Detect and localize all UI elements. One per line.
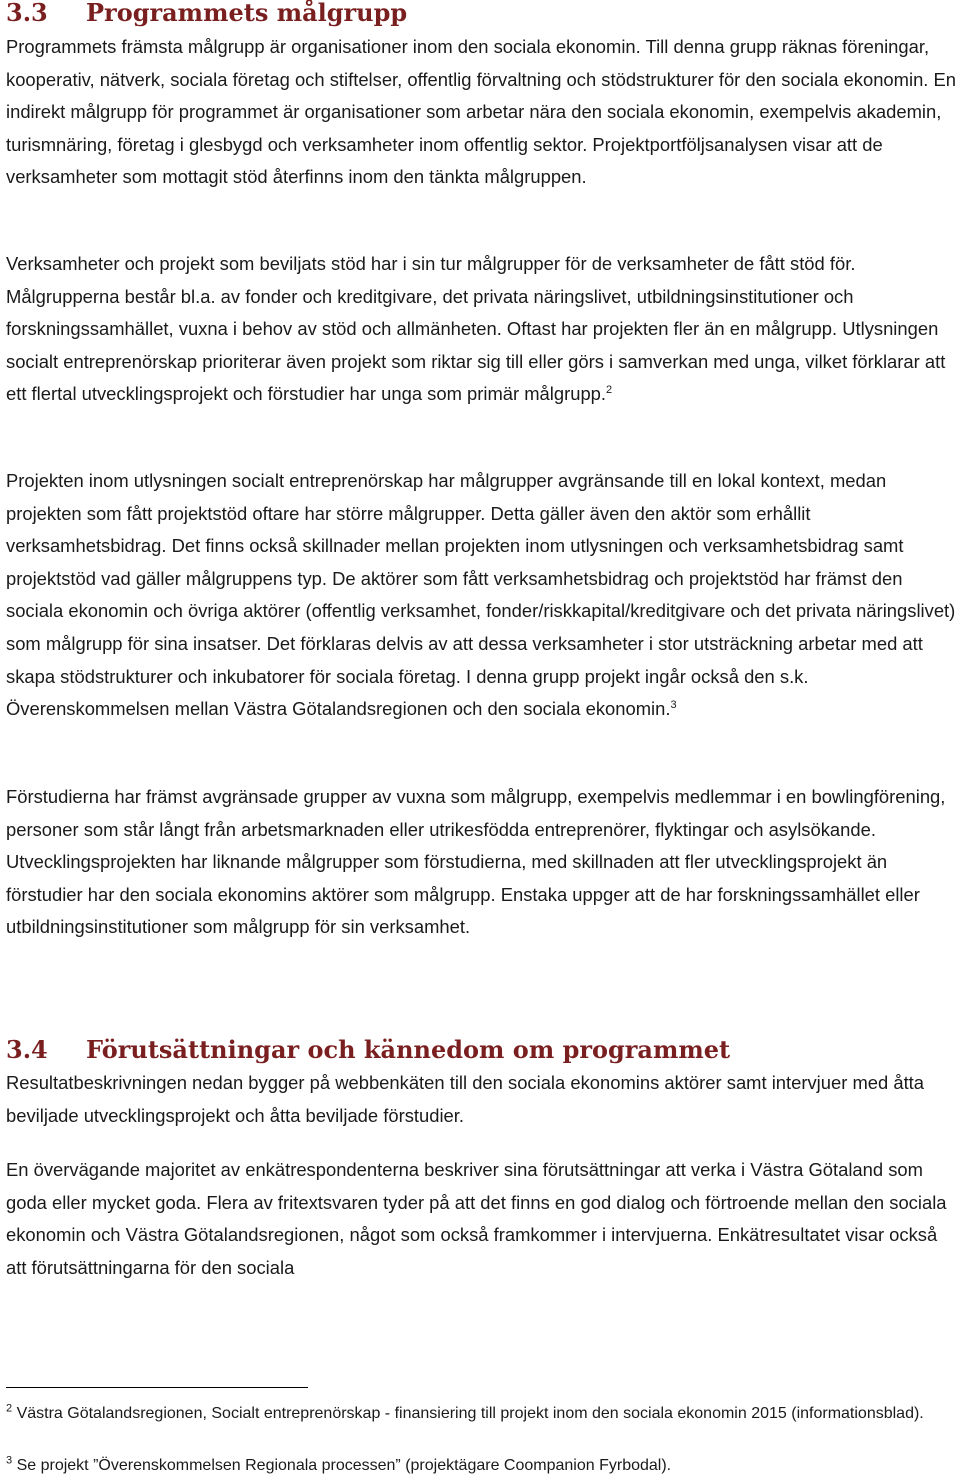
paragraph: En övervägande majoritet av enkätrespondenterna beskriver sina förutsättningar att verka i Västra Götaland som goda eller mycket goda. Flera av fritextsvaren tyder på att det finns en god dialog och förtroende mellan den sociala ekonomin och Västra Götalandsregionen, något som också framkommer i intervjuerna. Enkätresultatet visar också att förutsättningarna för den sociala bbox=[6, 1159, 947, 1278]
paragraph: Resultatbeskrivningen nedan bygger på webbenkäten till den sociala ekonomins aktörer samt intervjuer med åtta beviljade utvecklingsprojekt och åtta beviljade förstudier. bbox=[6, 1072, 925, 1126]
footnote-number: 3 bbox=[6, 1454, 13, 1467]
footnote bbox=[6, 1401, 958, 1427]
paragraph bbox=[6, 465, 958, 726]
footnote-number: 2 bbox=[6, 1402, 13, 1415]
section-heading-3-4 bbox=[6, 1035, 730, 1065]
section-title: Förutsättningar och kännedom om programmet bbox=[86, 1035, 731, 1064]
section-heading-3-3 bbox=[6, 0, 407, 28]
section-title: Programmets målgrupp bbox=[86, 0, 408, 27]
footnote-text: Västra Götalandsregionen, Socialt entreprenörskap - finansiering till projekt inom den sociala ekonomin 2015 (informationsblad). bbox=[16, 1405, 924, 1422]
footnote-divider bbox=[6, 1387, 308, 1388]
paragraph: Programmets främsta målgrupp är organisationer inom den sociala ekonomin. Till denna grupp räknas föreningar, kooperativ, nätverk, sociala företag och stiftelser, offentlig förvaltning och stödstrukturer för den sociala ekonomin. En indirekt målgrupp för programmet är organisationer som arbetar nära den sociala ekonomin, exempelvis akademin, turismnäring, företag i glesbygd och verksamheter inom offentlig sektor. Projektportföljsanalysen visar att de verksamheter som mottagit stöd återfinns inom den tänkta målgruppen. bbox=[6, 36, 957, 188]
section-number: 3.3 bbox=[6, 0, 48, 27]
paragraph-text: Projekten inom utlysningen socialt entreprenörskap har målgrupper avgränsande till en lokal kontext, medan projekten som fått projektstöd oftare har större målgrupper. Detta gäller även den aktör som erhållit verksamhetsbidrag. Det finns också skillnader mellan projekten inom utlysningen och verksamhetsbidrag samt projektstöd vad gäller målgruppens typ. De aktörer som fått verksamhetsbidrag och projektstöd har främst den sociala ekonomin och övriga aktörer (offentlig verksamhet, fonder/riskkapital/kreditgivare och det privata näringslivet) som målgrupp för sina insatser. Det förklaras delvis av att dessa verksamheter i stor utsträckning arbetar med att skapa stödstrukturer och inkubatorer för sociala företag. I denna grupp projekt ingår också den s.k. Överenskommelsen mellan Västra Götalandsregionen och den sociala ekonomin. bbox=[6, 470, 956, 720]
paragraph: Förstudierna har främst avgränsade grupper av vuxna som målgrupp, exempelvis medlemmar i en bowlingförening, personer som står långt från arbetsmarknaden eller utrikesfödda entreprenörer, flyktingar och asylsökande. Utvecklingsprojekten har liknande målgrupper som förstudierna, med skillnaden att fler utvecklingsprojekt än förstudier har den sociala ekonomins aktörer som målgrupp. Enstaka uppger att de har forskningssamhället eller utbildningsinstitutioner som målgrupp för sin verksamhet. bbox=[6, 786, 946, 938]
section-number: 3.4 bbox=[6, 1035, 48, 1064]
footnote-text: Se projekt ”Överenskommelsen Regionala processen” (projektägare Coompanion Fyrbodal). bbox=[16, 1457, 672, 1474]
footnote bbox=[6, 1453, 958, 1479]
footnote-ref: 3 bbox=[670, 699, 677, 712]
footnote-ref: 2 bbox=[606, 384, 613, 397]
paragraph bbox=[6, 248, 958, 411]
paragraph-text: Verksamheter och projekt som beviljats stöd har i sin tur målgrupper för de verksamheter de fått stöd för. Målgrupperna består bl.a. av fonder och kreditgivare, det privata näringslivet, utbildningsinstitutioner och forskningssamhället, vuxna i behov av stöd och allmänheten. Oftast har projekten fler än en målgrupp. Utlysningen socialt entreprenörskap prioriterar även projekt som riktar sig till eller görs i samverkan med unga, vilket förklarar att ett flertal utvecklingsprojekt och förstudier har unga som primär målgrupp. bbox=[6, 253, 946, 405]
